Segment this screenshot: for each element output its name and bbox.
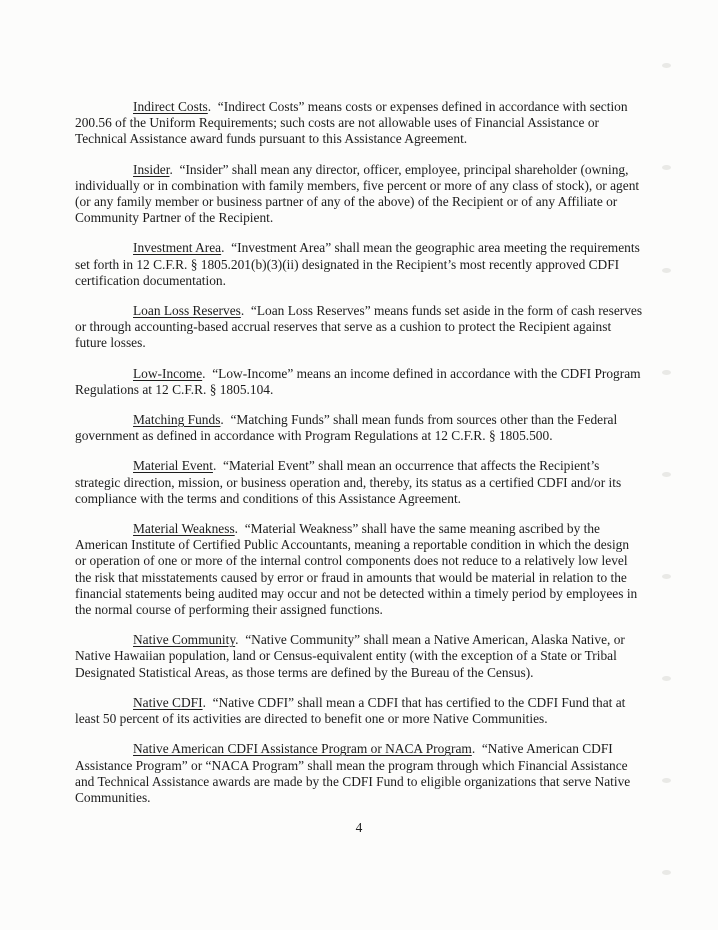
definition-matching-funds <box>75 412 643 444</box>
definition-term: Native American CDFI Assistance Program or NACA Program <box>133 741 472 757</box>
definition-text: . “Insider” shall mean any director, officer, employee, principal shareholder (owning, individually or in combination with family members, five percent or more of any class of stock), or agent (or any family member or business partner of any of the above) of the Recipient or of any Affiliate or Community Partner of the Recipient. <box>75 161 643 226</box>
scan-artifact <box>662 165 671 170</box>
definition-term: Loan Loss Reserves <box>133 303 241 319</box>
page-number: 4 <box>355 820 363 836</box>
scan-artifact <box>662 870 671 875</box>
definition-term: Material Event <box>133 458 213 474</box>
definition-text: . “Matching Funds” shall mean funds from sources other than the Federal government as defined in accordance with Program Regulations at 12 C.F.R. § 1805.500. <box>75 412 621 444</box>
scan-artifact <box>662 268 671 273</box>
definition-investment-area <box>75 240 643 289</box>
definition-text: . “Native Community” shall mean a Native American, Alaska Native, or Native Hawaiian population, land or Census-equivalent entity (with the exception of a State or Tribal Designated Statistical Areas, as those terms are defined by the Bureau of the Census). <box>75 632 629 680</box>
definition-term: Insider <box>133 161 170 177</box>
document-text-block <box>75 99 646 836</box>
definition-term: Material Weakness <box>133 521 235 537</box>
definition-term: Matching Funds <box>133 412 221 428</box>
definition-material-event <box>75 458 643 507</box>
definition-naca-program <box>75 741 643 806</box>
definition-text: . “Investment Area” shall mean the geographic area meeting the requirements set forth in 12 C.F.R. § 1805.201(b)(3)(ii) designated in the Recipient’s most recently approved CDFI certification documentation. <box>75 240 644 288</box>
definition-text: . “Loan Loss Reserves” means funds set aside in the form of cash reserves or through accounting-based accrual reserves that serve as a cushion to protect the Recipient against future losses. <box>75 303 646 351</box>
definition-low-income <box>75 366 643 398</box>
definition-loan-loss-reserves <box>75 303 646 352</box>
definition-native-cdfi <box>75 695 643 727</box>
definition-text: . “Native CDFI” shall mean a CDFI that has certified to the CDFI Fund that at least 50 percent of its activities are directed to benefit one or more Native Communities. <box>75 694 629 727</box>
scan-artifact <box>662 676 671 681</box>
scan-artifact <box>662 778 671 783</box>
definition-text: . “Material Weakness” shall have the same meaning ascribed by the American Institute of Certified Public Accountants, meaning a reportable condition in which the design or operation of one or more of the internal control components does not reduce to a relatively low level the risk that misstatements caused by error or fraud in amounts that would be material in relation to the financial statements being audited may occur and not be detected within a timely period by employees in the normal course of performing their assigned functions. <box>75 521 641 618</box>
scan-artifact <box>662 370 671 375</box>
scan-artifact <box>662 63 671 68</box>
definition-text: . “Low-Income” means an income defined in accordance with the CDFI Program Regulations at 12 C.F.R. § 1805.104. <box>75 365 644 397</box>
definition-material-weakness <box>75 521 643 618</box>
definition-text: . “Native American CDFI Assistance Program” or “NACA Program” shall mean the program through which Financial Assistance and Technical Assistance awards are made by the CDFI Fund to eligible organizations that serve Native Communities. <box>75 741 634 805</box>
definition-term: Investment Area <box>133 240 222 256</box>
definition-text: . “Indirect Costs” means costs or expenses defined in accordance with section 200.56 of the Uniform Requirements; such costs are not allowable uses of Financial Assistance or Technical Assistance award funds pursuant to this Assistance Agreement. <box>75 99 631 147</box>
definition-term: Indirect Costs <box>133 99 208 114</box>
definition-text: . “Material Event” shall mean an occurrence that affects the Recipient’s strategic direction, mission, or business operation and, thereby, its status as a certified CDFI and/or its compliance with the terms and conditions of this Assistance Agreement. <box>75 458 625 506</box>
definition-insider <box>75 162 643 227</box>
definition-term: Low-Income <box>133 365 203 381</box>
definition-term: Native CDFI <box>133 694 203 710</box>
definition-indirect-costs <box>75 99 643 148</box>
definition-term: Native Community <box>133 632 236 648</box>
definition-native-community <box>75 632 643 681</box>
scan-artifact <box>662 472 671 477</box>
scan-artifact <box>662 574 671 579</box>
